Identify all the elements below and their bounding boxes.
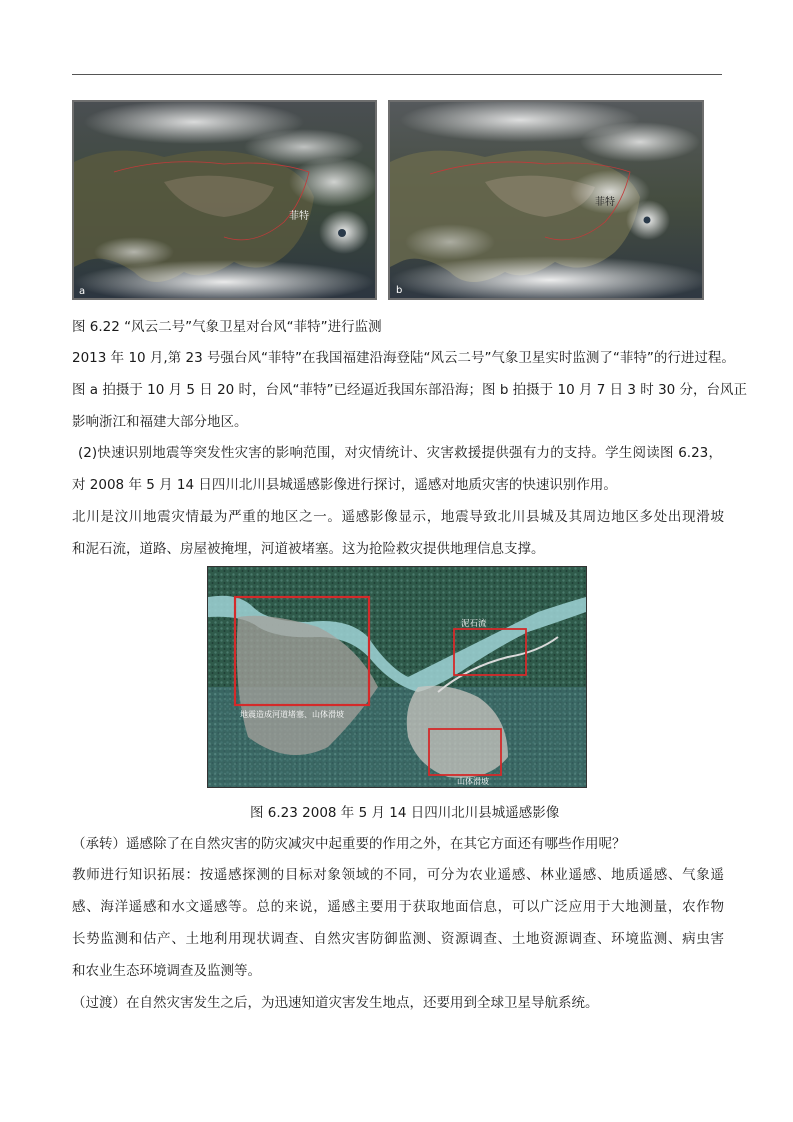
image-b-label: b xyxy=(396,285,403,296)
paragraph3-line1: 北川是汶川地震灾情最为严重的地区之一。遥感影像显示，地震导致北川县城及其周边地区多处出现滑坡 xyxy=(72,509,724,525)
header-rule xyxy=(72,74,722,75)
paragraph2-line1: (2)快速识别地震等突发性灾害的影响范围，对灾情统计、灾害救援提供强有力的支持。学生阅读图 6.23， xyxy=(78,445,722,461)
paragraph5-line4: 和农业生态环境调查及监测等。 xyxy=(72,963,261,979)
mudflow-label: 泥石流 xyxy=(461,619,487,629)
figure-6-22-caption: 图 6.22 “风云二号”气象卫星对台风“菲特”进行监测 xyxy=(72,319,382,335)
figure-6-23-caption: 图 6.23 2008 年 5 月 14 日四川北川县城遥感影像 xyxy=(250,805,560,821)
satellite-image-b xyxy=(388,100,704,300)
paragraph1-line2: 图 a 拍摄于 10 月 5 日 20 时，台风“菲特”已经逼近我国东部沿海；图 b 拍摄于 10 月 7 日 3 时 30 分，台风正 xyxy=(72,382,748,398)
paragraph5-line2: 感、海洋遥感和水文遥感等。总的来说，遥感主要用于获取地面信息，可以广泛应用于大地测量，农作物 xyxy=(72,899,724,915)
paragraph3-line2: 和泥石流，道路、房屋被掩埋，河道被堵塞。这为抢险救灾提供地理信息支撑。 xyxy=(72,541,545,557)
paragraph4-line1: （承转）遥感除了在自然灾害的防灾减灾中起重要的作用之外，在其它方面还有哪些作用呢？ xyxy=(72,836,626,852)
image-a-label: a xyxy=(79,286,86,297)
paragraph1-line3: 影响浙江和福建大部分地区。 xyxy=(72,414,248,430)
beichuan-remote-sensing-image xyxy=(207,566,587,788)
typhoon-label-a: 菲特 xyxy=(289,211,309,222)
beichuan-image-graphic xyxy=(208,567,586,787)
paragraph2-line2: 对 2008 年 5 月 14 日四川北川县城遥感影像进行探讨，遥感对地质灾害的快速识别作用。 xyxy=(72,477,617,493)
satellite-image-b-graphic xyxy=(390,102,702,298)
blockage-label: 地震造成河道堵塞、山体滑坡 xyxy=(240,710,344,719)
paragraph6-line1: （过渡）在自然灾害发生之后，为迅速知道灾害发生地点，还要用到全球卫星导航系统。 xyxy=(72,995,599,1011)
typhoon-label-b: 菲特 xyxy=(595,197,615,208)
satellite-image-a xyxy=(72,100,377,300)
paragraph5-line3: 长势监测和估产、土地利用现状调查、自然灾害防御监测、资源调查、土地资源调查、环境监测、病虫害 xyxy=(72,931,724,947)
satellite-image-a-graphic xyxy=(74,102,375,298)
paragraph1-line1: 2013 年 10 月,第 23 号强台风“菲特”在我国福建沿海登陆“风云二号”气象卫星实时监测了“菲特”的行进过程。 xyxy=(72,350,735,366)
paragraph5-line1: 教师进行知识拓展：按遥感探测的目标对象领域的不同，可分为农业遥感、林业遥感、地质遥感、气象遥 xyxy=(72,867,724,883)
landslide-label: 山体滑坡 xyxy=(457,777,489,786)
